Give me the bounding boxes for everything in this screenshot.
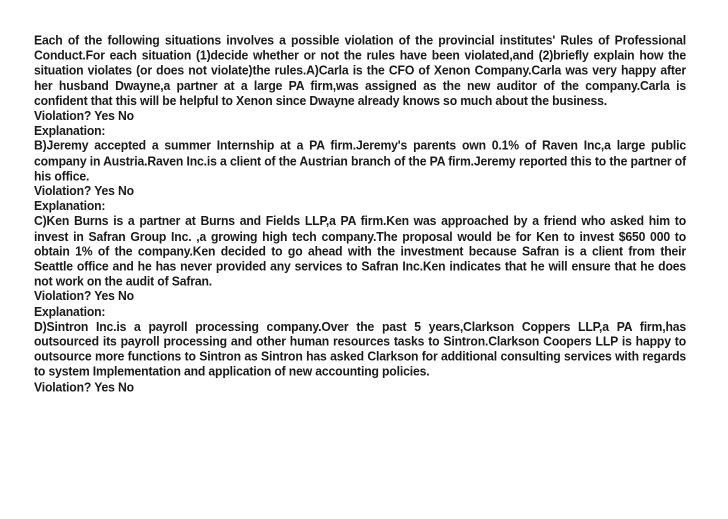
violation-question-b: Violation? Yes No	[34, 183, 134, 199]
situation-b-paragraph: B)Jeremy accepted a summer Internship at a PA firm.Jeremy's parents own 0.1% of Raven Inc,a large public company in Austria.Raven Inc.is a client of the Austrian branch of the PA firm.Jeremy reported this to the partner of his office.	[34, 138, 686, 184]
violation-question-c: Violation? Yes No	[34, 288, 134, 304]
situation-d-paragraph: D)Sintron Inc.is a payroll processing company.Over the past 5 years,Clarkson Coppers LLP,a PA firm,has outsourced its payroll processing and other human resources tasks to Sintron.Clarkson Coopers LLP is happy to outsource more functions to Sintron as Sintron has asked Clarkson for additional consulting services with regards to system Implementation and application of new accounting policies.	[34, 319, 686, 380]
violation-question-a: Violation? Yes No	[34, 108, 134, 124]
situation-c-paragraph: C)Ken Burns is a partner at Burns and Fields LLP,a PA firm.Ken was approached by a friend who asked him to invest in Safran Group Inc. ,a growing high tech company.The proposal would be for Ken to invest $650 000 to obtain 1% of the company.Ken decided to go ahead with the investment because Safran is a client from their Seattle office and he has never provided any services to Safran Inc.Ken indicates that he will ensure that he does not work on the audit of Safran.	[34, 213, 686, 289]
violation-question-d: Violation? Yes No	[34, 379, 134, 395]
intro-paragraph: Each of the following situations involves a possible violation of the provincial institutes' Rules of Professional Conduct.For each situation (1)decide whether or not the rules have been violated,and (2)briefly explain how the situation violates (or does not violate)the rules.A)Carla is the CFO of Xenon Company.Carla was very happy after her husband Dwayne,a partner at a large PA firm,was assigned as the new auditor of the company.Carla is confident that this will be helpful to Xenon since Dwayne already knows so much about the business.	[34, 33, 686, 109]
explanation-label-c: Explanation:	[34, 303, 106, 319]
explanation-label-a: Explanation:	[34, 123, 106, 139]
explanation-label-b: Explanation:	[34, 198, 106, 214]
document-content	[34, 33, 686, 394]
